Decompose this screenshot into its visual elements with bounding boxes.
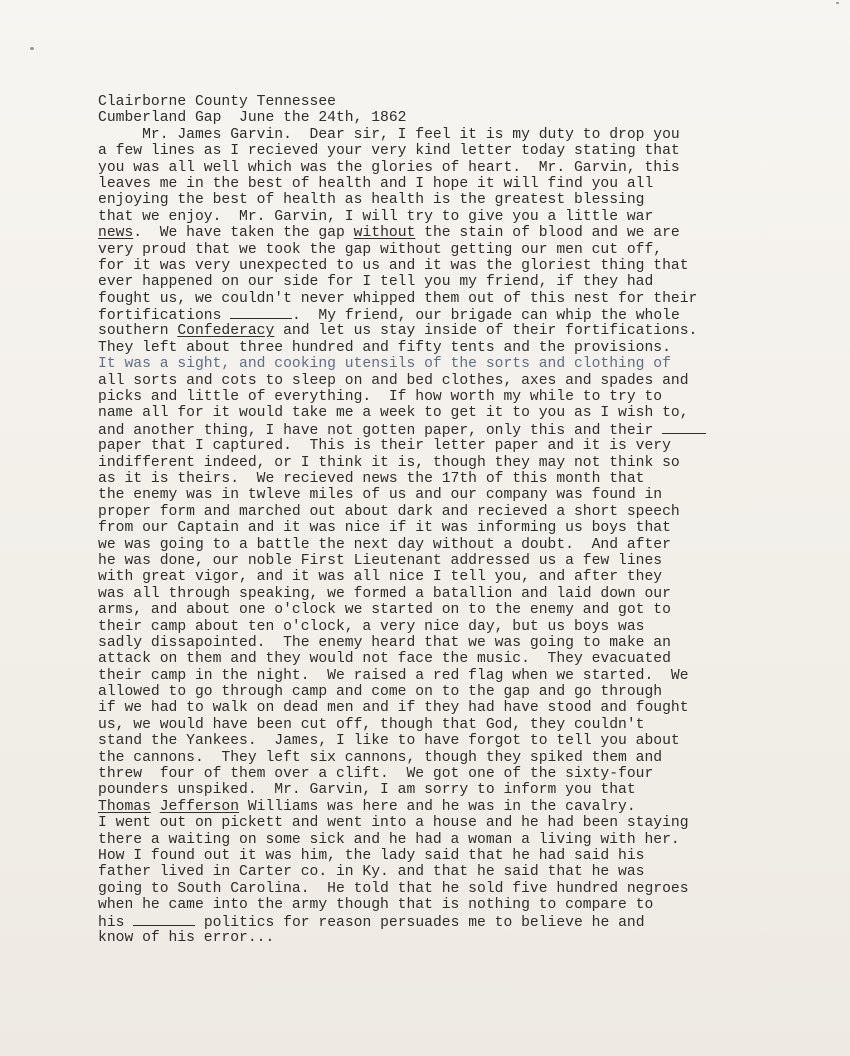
letter-line: very proud that we took the gap without getting our men cut off, bbox=[98, 241, 663, 258]
letter-line: for it was very unexpected to us and it was the gloriest thing that bbox=[98, 257, 689, 274]
typed-letter-body bbox=[98, 94, 838, 946]
letter-line: there a waiting on some sick and he had a woman a living with her. bbox=[98, 831, 680, 848]
letter-line: sadly dissapointed. The enemy heard that we was going to make an bbox=[98, 634, 671, 651]
letter-line: They left about three hundred and fifty tents and the provisions. bbox=[98, 339, 671, 356]
letter-line: It was a sight, and cooking utensils of the sorts and clothing of bbox=[98, 356, 671, 373]
letter-line: indifferent indeed, or I think it is, though they may not think so bbox=[98, 454, 680, 471]
letter-line: ever happened on our side for I tell you my friend, if they had bbox=[98, 274, 654, 291]
letter-line: I went out on pickett and went into a house and he had been staying bbox=[98, 815, 689, 832]
letter-line: when he came into the army though that is nothing to compare to bbox=[98, 897, 654, 914]
letter-line: pounders unspiked. Mr. Garvin, I am sorry to inform you that bbox=[98, 782, 636, 799]
letter-line: fought us, we couldn't never whipped them out of this nest for their bbox=[98, 290, 698, 307]
letter-line: southern Confederacy and let us stay inside of their fortifications. bbox=[98, 323, 698, 340]
letter-line: picks and little of everything. If how worth my while to try to bbox=[98, 389, 663, 406]
letter-line: all sorts and cots to sleep on and bed clothes, axes and spades and bbox=[98, 372, 689, 389]
letter-line: Thomas Jefferson Williams was here and he was in the cavalry. bbox=[98, 798, 636, 815]
letter-line: Clairborne County Tennessee bbox=[98, 94, 336, 110]
letter-line: going to South Carolina. He told that he sold five hundred negroes bbox=[98, 880, 689, 897]
letter-line: proper form and marched out about dark and recieved a short speech bbox=[98, 503, 680, 520]
letter-line: was all through speaking, we formed a batallion and laid down our bbox=[98, 585, 671, 602]
letter-line: arms, and about one o'clock we started on to the enemy and got to bbox=[98, 602, 671, 619]
letter-line: How I found out it was him, the lady said that he had said his bbox=[98, 847, 645, 864]
letter-line: stand the Yankees. James, I like to have forgot to tell you about bbox=[98, 733, 680, 750]
letter-line: us, we would have been cut off, though that God, they couldn't bbox=[98, 716, 645, 733]
letter-line: their camp in the night. We raised a red flag when we started. We bbox=[98, 667, 689, 684]
letter-line: Mr. James Garvin. Dear sir, I feel it is my duty to drop you bbox=[98, 126, 680, 143]
letter-line: from our Captain and it was nice if it was informing us boys that bbox=[98, 520, 671, 537]
letter-line: and another thing, I have not gotten paper, only this and their bbox=[98, 422, 838, 438]
letter-line: Cumberland Gap June the 24th, 1862 bbox=[98, 110, 407, 127]
letter-line: as it is theirs. We recieved news the 17th of this month that bbox=[98, 470, 645, 487]
letter-line: with great vigor, and it was all nice I tell you, and after they bbox=[98, 569, 663, 586]
letter-line: his politics for reason persuades me to believe he and bbox=[98, 914, 645, 931]
letter-line: name all for it would take me a week to get it to you as I wish to, bbox=[98, 405, 689, 422]
letter-line: enjoying the best of health as health is the greatest blessing bbox=[98, 192, 645, 209]
letter-line: the enemy was in twleve miles of us and our company was found in bbox=[98, 487, 663, 504]
letter-line: you was all well which was the glories of heart. Mr. Garvin, this bbox=[98, 159, 680, 176]
paper-speck bbox=[836, 2, 839, 4]
letter-line: that we enjoy. Mr. Garvin, I will try to give you a little war bbox=[98, 208, 654, 225]
letter-line: attack on them and they would not face the music. They evacuated bbox=[98, 651, 671, 668]
paper-speck bbox=[30, 47, 34, 50]
letter-line: know of his error... bbox=[98, 929, 275, 946]
letter-line: threw four of them over a clift. We got one of the sixty-four bbox=[98, 766, 654, 783]
letter-line: a few lines as I recieved your very kind letter today stating that bbox=[98, 143, 680, 160]
letter-line: fortifications . My friend, our brigade can whip the whole bbox=[98, 308, 680, 325]
letter-line: he was done, our noble First Lieutenant addressed us a few lines bbox=[98, 552, 663, 569]
letter-line: news. We have taken the gap without the stain of blood and we are bbox=[98, 225, 680, 242]
letter-line: father lived in Carter co. in Ky. and that he said that he was bbox=[98, 864, 645, 881]
letter-line: leaves me in the best of health and I hope it will find you all bbox=[98, 175, 654, 192]
letter-line: their camp about ten o'clock, a very nice day, but us boys was bbox=[98, 618, 645, 635]
letter-line: if we had to walk on dead men and if they had have stood and fought bbox=[98, 700, 689, 717]
letter-line: paper that I captured. This is their letter paper and it is very bbox=[98, 438, 671, 455]
letter-line: allowed to go through camp and come on to the gap and go through bbox=[98, 684, 663, 701]
letter-line: the cannons. They left six cannons, though they spiked them and bbox=[98, 749, 663, 766]
letter-line: we was going to a battle the next day without a doubt. And after bbox=[98, 536, 671, 553]
